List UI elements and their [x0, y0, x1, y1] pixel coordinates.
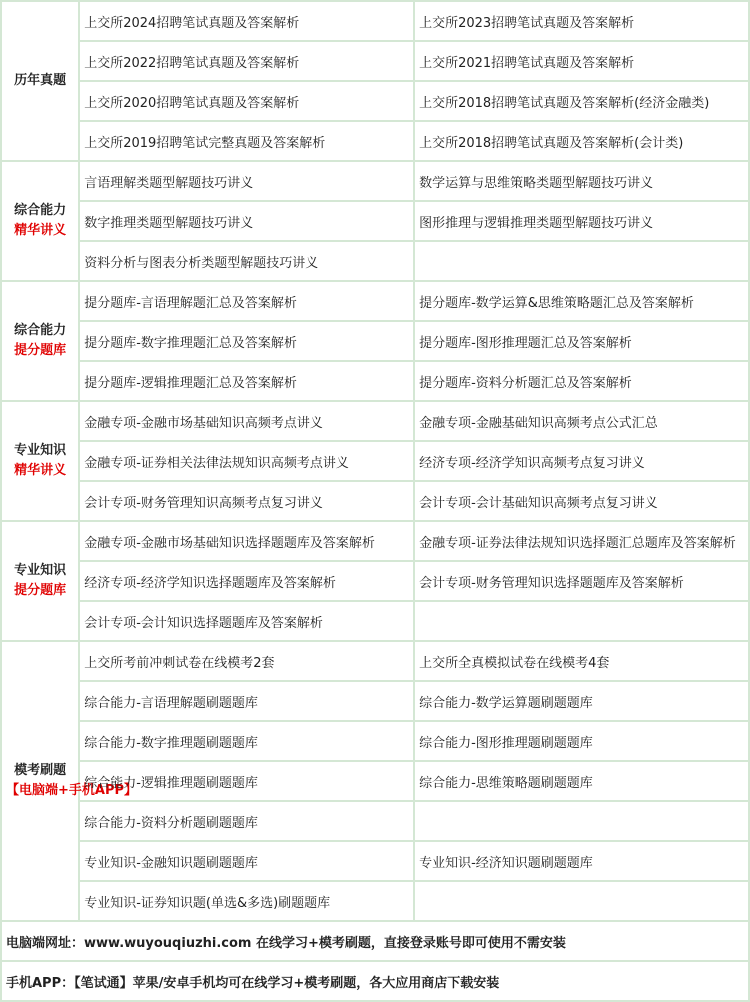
category-subtitle: 精华讲义 [14, 223, 67, 238]
empty-cell [415, 802, 750, 842]
empty-cell [415, 882, 750, 922]
table-row [2, 842, 750, 882]
category-title: 综合能力 [14, 203, 67, 218]
table-row [2, 202, 750, 242]
resource-link[interactable]: 会计专项-会计知识选择题题库及答案解析 [80, 602, 415, 642]
empty-cell [415, 602, 750, 642]
resource-link[interactable]: 上交所2018招聘笔试真题及答案解析(会计类) [415, 122, 750, 162]
table-row [2, 282, 750, 322]
resource-link[interactable]: 上交所2022招聘笔试真题及答案解析 [80, 42, 415, 82]
section-category-1 [2, 2, 80, 162]
resource-link[interactable]: 专业知识-证券知识题(单选&多选)刷题题库 [80, 882, 415, 922]
empty-cell [415, 242, 750, 282]
category-subtitle: 【电脑端+手机APP】 [6, 783, 138, 798]
category-subtitle: 精华讲义 [14, 463, 67, 478]
resource-link[interactable]: 金融专项-证券法律法规知识选择题汇总题库及答案解析 [415, 522, 750, 562]
table-row [2, 242, 750, 282]
resource-link[interactable]: 专业知识-金融知识题刷题题库 [80, 842, 415, 882]
resource-link[interactable]: 会计专项-会计基础知识高频考点复习讲义 [415, 482, 750, 522]
resource-link[interactable]: 综合能力-图形推理题刷题题库 [415, 722, 750, 762]
table-row [2, 602, 750, 642]
table-row [2, 802, 750, 842]
resource-link[interactable]: 上交所2020招聘笔试真题及答案解析 [80, 82, 415, 122]
table-row [2, 362, 750, 402]
category-subtitle: 提分题库 [14, 583, 67, 598]
table-row [2, 522, 750, 562]
resource-link[interactable]: 提分题库-图形推理题汇总及答案解析 [415, 322, 750, 362]
footer-row [2, 922, 750, 962]
section-category-2 [2, 162, 80, 282]
resource-link[interactable]: 经济专项-经济学知识选择题题库及答案解析 [80, 562, 415, 602]
resource-link[interactable]: 上交所2018招聘笔试真题及答案解析(经济金融类) [415, 82, 750, 122]
resource-link[interactable]: 上交所考前冲刺试卷在线模考2套 [80, 642, 415, 682]
resource-link[interactable]: 提分题库-数字推理题汇总及答案解析 [80, 322, 415, 362]
resource-link[interactable]: 综合能力-逻辑推理题刷题题库 [80, 762, 415, 802]
resource-link[interactable]: 综合能力-数字推理题刷题题库 [80, 722, 415, 762]
section-category-3 [2, 282, 80, 402]
resource-link[interactable]: 综合能力-思维策略题刷题题库 [415, 762, 750, 802]
resource-link[interactable]: 会计专项-财务管理知识选择题题库及答案解析 [415, 562, 750, 602]
resource-link[interactable]: 图形推理与逻辑推理类题型解题技巧讲义 [415, 202, 750, 242]
table-row [2, 722, 750, 762]
resource-link[interactable]: 综合能力-言语理解题刷题题库 [80, 682, 415, 722]
table-row [2, 42, 750, 82]
resource-link[interactable]: 上交所2024招聘笔试真题及答案解析 [80, 2, 415, 42]
category-title: 专业知识 [14, 443, 67, 458]
resource-link[interactable]: 金融专项-证券相关法律法规知识高频考点讲义 [80, 442, 415, 482]
resource-link[interactable]: 综合能力-数学运算题刷题题库 [415, 682, 750, 722]
table-row [2, 122, 750, 162]
section-category-6 [2, 642, 138, 922]
footer-row [2, 962, 750, 1002]
mobile-app-note: 手机APP：【笔试通】苹果/安卓手机均可在线学习+模考刷题，各大应用商店下载安装 [2, 962, 750, 1002]
pc-website-note[interactable]: 电脑端网址：www.wuyouqiuzhi.com 在线学习+模考刷题，直接登录账号即可使用不需安装 [2, 922, 750, 962]
resource-link[interactable]: 金融专项-金融市场基础知识选择题题库及答案解析 [80, 522, 415, 562]
table-row [2, 162, 750, 202]
resource-link[interactable]: 上交所2021招聘笔试真题及答案解析 [415, 42, 750, 82]
resource-link[interactable]: 提分题库-言语理解题汇总及答案解析 [80, 282, 415, 322]
table-row [2, 2, 750, 42]
category-title: 历年真题 [14, 73, 67, 88]
resource-link[interactable]: 综合能力-资料分析题刷题题库 [80, 802, 415, 842]
table-row [2, 442, 750, 482]
table-row [2, 642, 750, 682]
resource-link[interactable]: 数学运算与思维策略类题型解题技巧讲义 [415, 162, 750, 202]
resource-link[interactable]: 提分题库-逻辑推理题汇总及答案解析 [80, 362, 415, 402]
resource-link[interactable]: 会计专项-财务管理知识高频考点复习讲义 [80, 482, 415, 522]
table-row [2, 562, 750, 602]
resource-link[interactable]: 数字推理类题型解题技巧讲义 [80, 202, 415, 242]
table-row [2, 82, 750, 122]
resource-link[interactable]: 上交所全真模拟试卷在线模考4套 [415, 642, 750, 682]
resource-link[interactable]: 提分题库-资料分析题汇总及答案解析 [415, 362, 750, 402]
resource-link[interactable]: 金融专项-金融基础知识高频考点公式汇总 [415, 402, 750, 442]
section-category-5 [2, 522, 80, 642]
resource-link[interactable]: 专业知识-经济知识题刷题题库 [415, 842, 750, 882]
section-category-4 [2, 402, 80, 522]
category-subtitle: 提分题库 [14, 343, 67, 358]
table-row [2, 402, 750, 442]
resource-link[interactable]: 上交所2019招聘笔试完整真题及答案解析 [80, 122, 415, 162]
table-row [2, 322, 750, 362]
category-title: 专业知识 [14, 563, 67, 578]
category-title: 模考刷题 [14, 763, 67, 778]
table-row [2, 682, 750, 722]
table-row [2, 882, 750, 922]
resource-link[interactable]: 经济专项-经济学知识高频考点复习讲义 [415, 442, 750, 482]
table-row [2, 482, 750, 522]
resource-link[interactable]: 提分题库-数学运算&思维策略题汇总及答案解析 [415, 282, 750, 322]
resource-link[interactable]: 言语理解类题型解题技巧讲义 [80, 162, 415, 202]
resource-link[interactable]: 上交所2023招聘笔试真题及答案解析 [415, 2, 750, 42]
category-title: 综合能力 [14, 323, 67, 338]
resource-link[interactable]: 金融专项-金融市场基础知识高频考点讲义 [80, 402, 415, 442]
resource-link[interactable]: 资料分析与图表分析类题型解题技巧讲义 [80, 242, 415, 282]
